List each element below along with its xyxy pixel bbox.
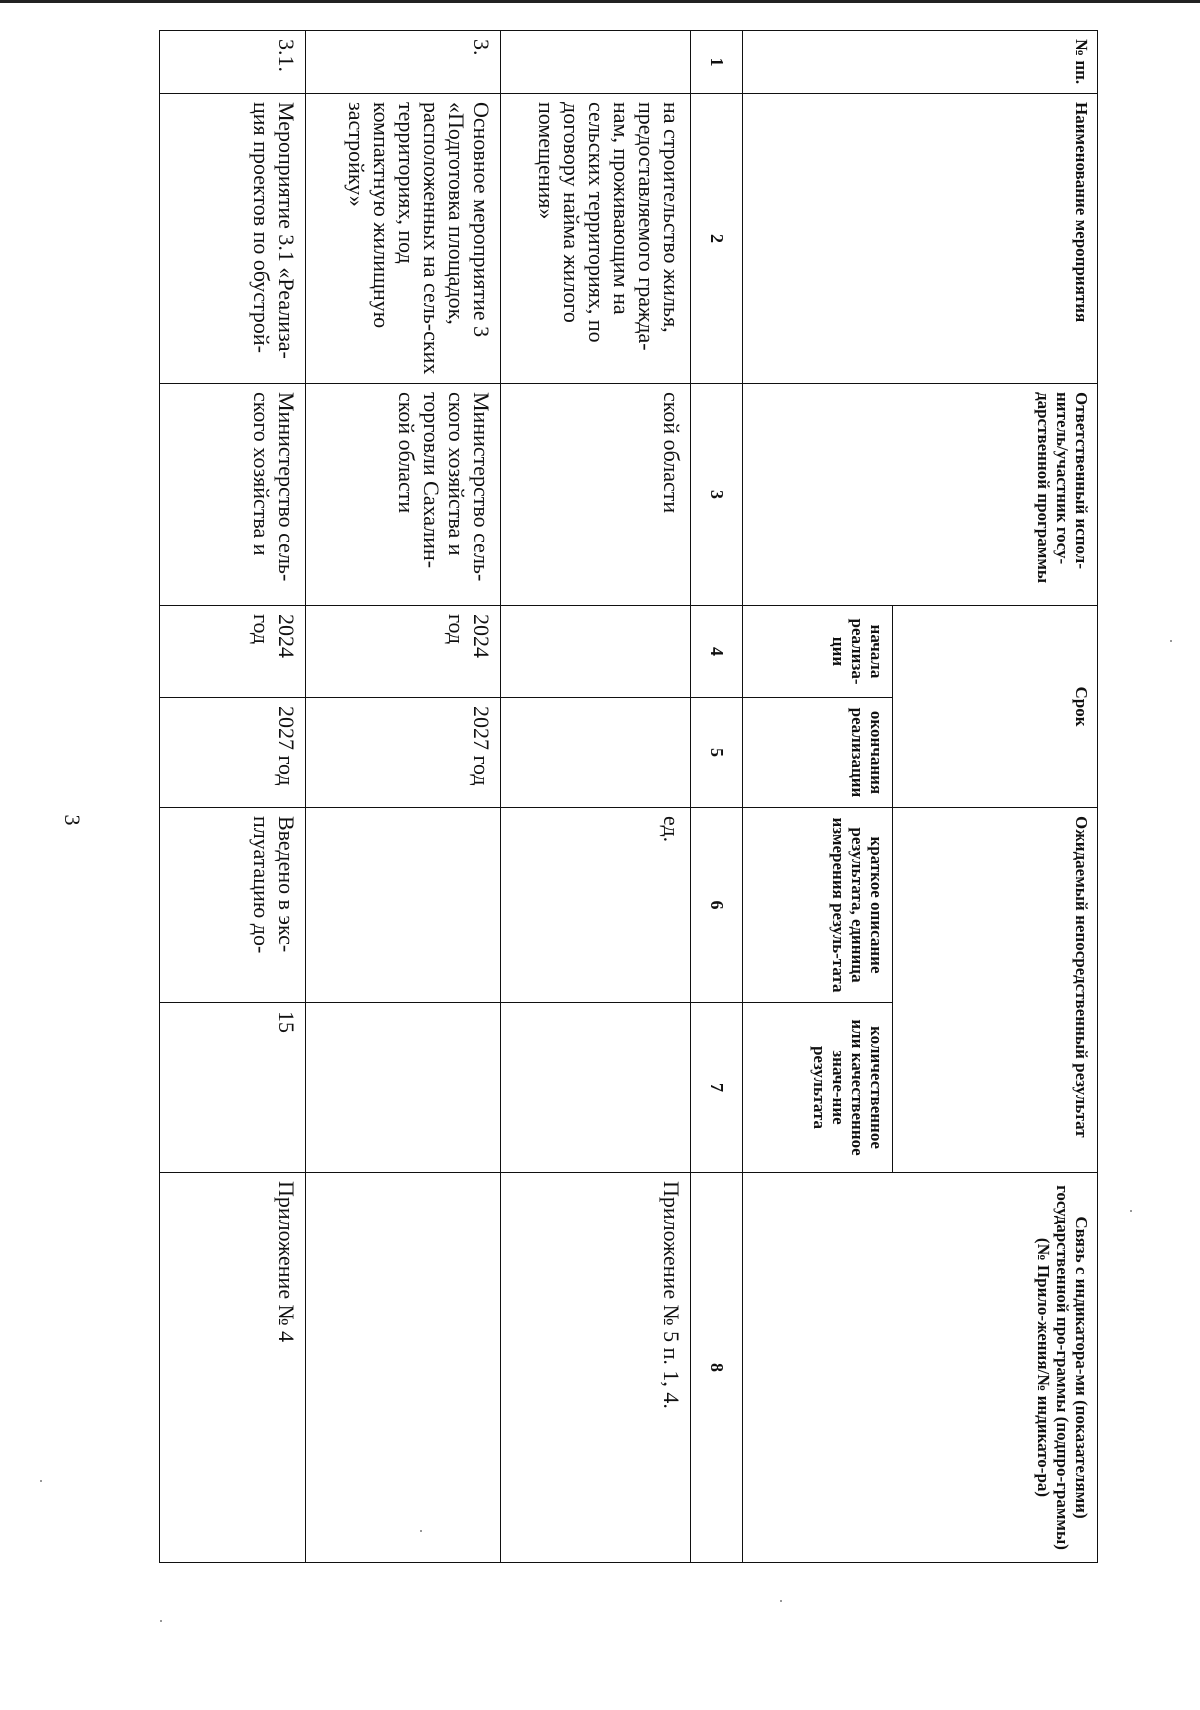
column-number: 1	[691, 31, 743, 94]
row-desc	[306, 808, 501, 1003]
header-name: Наименование мероприятия	[743, 94, 1098, 384]
column-number: 4	[691, 606, 743, 698]
header-result: Ожидаемый непосредственный результат	[893, 808, 1098, 1173]
row-start: 2024 год	[160, 606, 306, 698]
scan-speck	[780, 1600, 782, 1602]
top-border-line	[0, 0, 1200, 3]
row-end: 2027 год	[306, 698, 501, 808]
header-result-value: количественное или качественное значе-ние результата	[743, 1003, 893, 1173]
row-start: 2024 год	[306, 606, 501, 698]
row-end: 2027 год	[160, 698, 306, 808]
column-numbers-row	[691, 31, 743, 1563]
page-number: 3	[60, 814, 85, 826]
scan-speck	[1170, 640, 1172, 642]
row-end	[501, 698, 691, 808]
row-executor: ской области	[501, 384, 691, 606]
table-row	[306, 31, 501, 1563]
row-executor: Министерство сель-ского хозяйства и	[160, 384, 306, 606]
column-number: 6	[691, 808, 743, 1003]
column-number: 7	[691, 1003, 743, 1173]
row-name: Мероприятие 3.1 «Реализа-ция проектов по обустрой-	[160, 94, 306, 384]
activities-table	[159, 30, 1098, 1563]
table-row	[160, 31, 306, 1563]
column-number: 8	[691, 1173, 743, 1563]
table-row	[501, 31, 691, 1563]
row-value: 15	[160, 1003, 306, 1173]
header-executor: Ответственный испол-нитель/участник госу-дарственной программы	[743, 384, 1098, 606]
row-link: Приложение № 4	[160, 1173, 306, 1563]
header-term: Срок	[893, 606, 1098, 808]
row-link	[306, 1173, 501, 1563]
column-number: 2	[691, 94, 743, 384]
scan-speck	[420, 1530, 422, 1532]
header-term-start: начала реализа-ции	[743, 606, 893, 698]
row-value	[501, 1003, 691, 1173]
scan-speck	[40, 1480, 42, 1482]
row-value	[306, 1003, 501, 1173]
column-number: 3	[691, 384, 743, 606]
column-number: 5	[691, 698, 743, 808]
row-desc: Введено в экс-плуатацию до-	[160, 808, 306, 1003]
header-result-desc: краткое описание результата, единица измерения резуль-тата	[743, 808, 893, 1003]
rotated-table-container	[160, 30, 1098, 1562]
scan-speck	[160, 1620, 162, 1622]
row-executor: Министерство сель-ского хозяйства и торговли Сахалин-ской области	[306, 384, 501, 606]
row-num	[501, 31, 691, 94]
header-num: № пп.	[743, 31, 1098, 94]
header-term-end: окончания реализации	[743, 698, 893, 808]
row-num: 3.	[306, 31, 501, 94]
row-link: Приложение № 5 п. 1, 4.	[501, 1173, 691, 1563]
scan-speck	[1130, 1210, 1132, 1212]
row-num: 3.1.	[160, 31, 306, 94]
row-desc: ед.	[501, 808, 691, 1003]
header-link: Связь с индикатора-ми (показателями) государственной про-граммы (подпро-граммы) (№ Прило-жения/№ индикато-ра)	[743, 1173, 1098, 1563]
row-name: Основное мероприятие 3 «Подготовка площадок, расположенных на сель-ских территориях, под компактную жилищную застройку»	[306, 94, 501, 384]
row-start	[501, 606, 691, 698]
row-name: на строительство жилья, предоставляемого гражда-нам, проживающим на сельских территориях, по договору найма жилого помещения»	[501, 94, 691, 384]
